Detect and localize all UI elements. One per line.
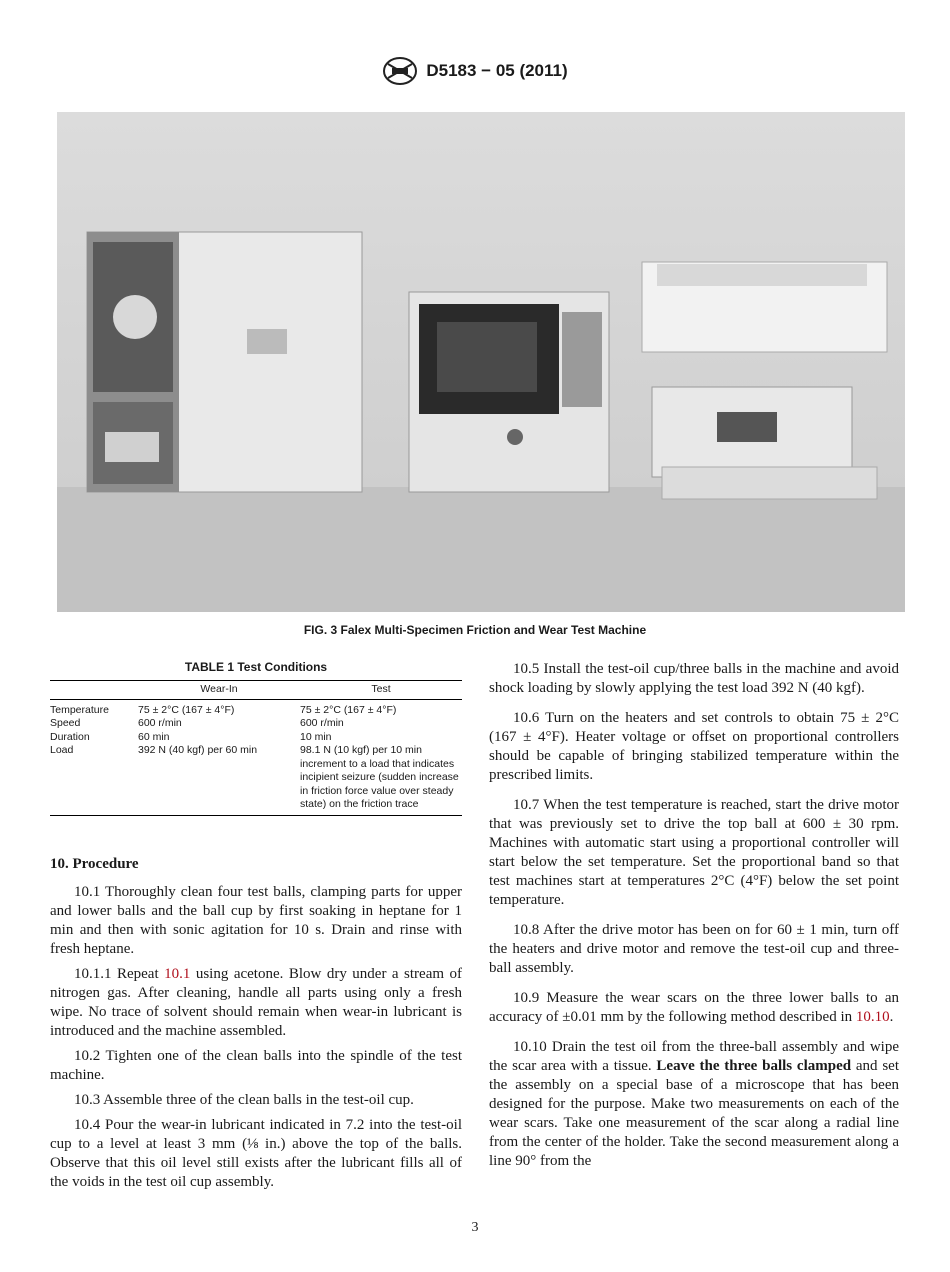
paragraph-10-7: 10.7 When the test temperature is reached, start the drive motor that was previously set to drive the top ball at 600 ± 30 rpm. Machines with automatic start using a proportional controller will start below the set temperature. Set the proportional band so that test machines start at temperatures 2°C (4°F) below the set point temperature. [489,797,899,908]
falex-machine-illustration [57,112,905,612]
table-row [50,717,462,731]
section-heading: 10. Procedure [50,855,139,872]
row-label: Temperature [50,703,109,716]
left-column [50,660,462,1198]
table-title: TABLE 1 Test Conditions [184,660,328,674]
test-machine-photo [57,112,905,612]
paragraph-10-3: 10.3 Assemble three of the clean balls in the test-oil cup. [74,1091,414,1108]
paragraph-text: 10.9 Measure the wear scars on the three lower balls to an accuracy of ±0.01 mm by the following method described in [489,990,899,1025]
paragraph-10-2: 10.2 Tighten one of the clean balls into the spindle of the test machine. [50,1047,462,1083]
paragraph-10-1: 10.1 Thoroughly clean four test balls, clamping parts for upper and lower balls and the ball cup by first soaking in heptane for 1 min and then with sonic agitation for 10 s. Drain and rinse with fresh heptane. [50,883,462,957]
astm-logo-icon [382,56,418,86]
wear-in-cell: 600 r/min [138,717,182,729]
paragraph-text: 10.10 Drain the test oil from the three-ball assembly and wipe the scar area with a tissue. [489,1039,899,1074]
paragraph-10-9 [489,989,899,1027]
paragraph-text: 10.1.1 Repeat [74,965,165,982]
figure-caption: FIG. 3 Falex Multi-Specimen Friction and Wear Test Machine [303,623,647,637]
table-row [50,699,462,717]
wear-in-cell: 75 ± 2°C (167 ± 4°F) [138,703,235,716]
emphasis-text: Leave the three balls clamped [656,1058,852,1074]
table-row [50,744,462,815]
section-link-10-1[interactable]: 10.1 [164,965,191,982]
section-link-10-10[interactable]: 10.10 [855,1009,890,1025]
paragraph-10-4: 10.4 Pour the wear-in lubricant indicated in 7.2 into the test-oil cup to a level at least 3 mm (⅛ in.) above the top of the balls. Observe that this oil level still exists after the lubricant fills all of the voids in the test oil cup assembly. [50,1116,462,1190]
paragraph-10-1-1 [50,965,462,1041]
paragraph-10-10 [489,1038,899,1171]
test-cell: 75 ± 2°C (167 ± 4°F) [300,703,397,716]
table-row [50,731,462,745]
wear-in-cell: 392 N (40 kgf) per 60 min [138,744,300,815]
test-cell: 98.1 N (10 kgf) per 10 min increment to a load that indicates incipient seizure (sudden increase in friction force value over steady state) on the friction trace [300,744,462,815]
paragraph-10-8: 10.8 After the drive motor has been on for 60 ± 1 min, turn off the heaters and drive motor and remove the test-oil cup and three-ball assembly. [489,922,899,976]
paragraph-text: using acetone. Blow dry under a stream of nitrogen gas. After cleaning, handle all parts using only a fresh wipe. No trace of solvent should remain when wear-in lubricant is introduced and the machine assembled. [50,965,463,1039]
page-header [0,56,950,91]
wear-in-cell: 60 min [138,730,170,743]
right-column [489,660,899,1182]
table-header-row [50,681,462,700]
table-header-cell: Test [300,681,462,700]
paragraph-text: . [889,1009,894,1025]
page-number: 3 [471,1220,479,1235]
table-header-cell: Wear-In [138,681,300,700]
row-label: Speed [50,717,81,729]
table-header-cell [50,681,138,700]
standard-designation: D5183 − 05 (2011) [426,61,568,80]
paragraph-text: and set the assembly on a special base of a microscope that has been designed for the purpose. Make two measurements on each of the wear scars. Take one measurement of the scar along a radial line from the center of the holder. Take the second measurement along a line 90° from the [489,1058,899,1169]
row-label: Load [50,744,138,815]
paragraph-10-6: 10.6 Turn on the heaters and set controls to obtain 75 ± 2°C (167 ± 4°F). Heater voltage or offset on proportional controllers should be capable of bringing stabilized temperature within the prescribed limits. [489,710,899,783]
test-conditions-table [50,680,462,816]
paragraph-10-5: 10.5 Install the test-oil cup/three balls in the machine and avoid shock loading by slowly applying the test load 392 N (40 kgf). [489,661,899,696]
test-cell: 600 r/min [300,717,344,729]
row-label: Duration [50,730,90,743]
test-cell: 10 min [300,730,332,743]
